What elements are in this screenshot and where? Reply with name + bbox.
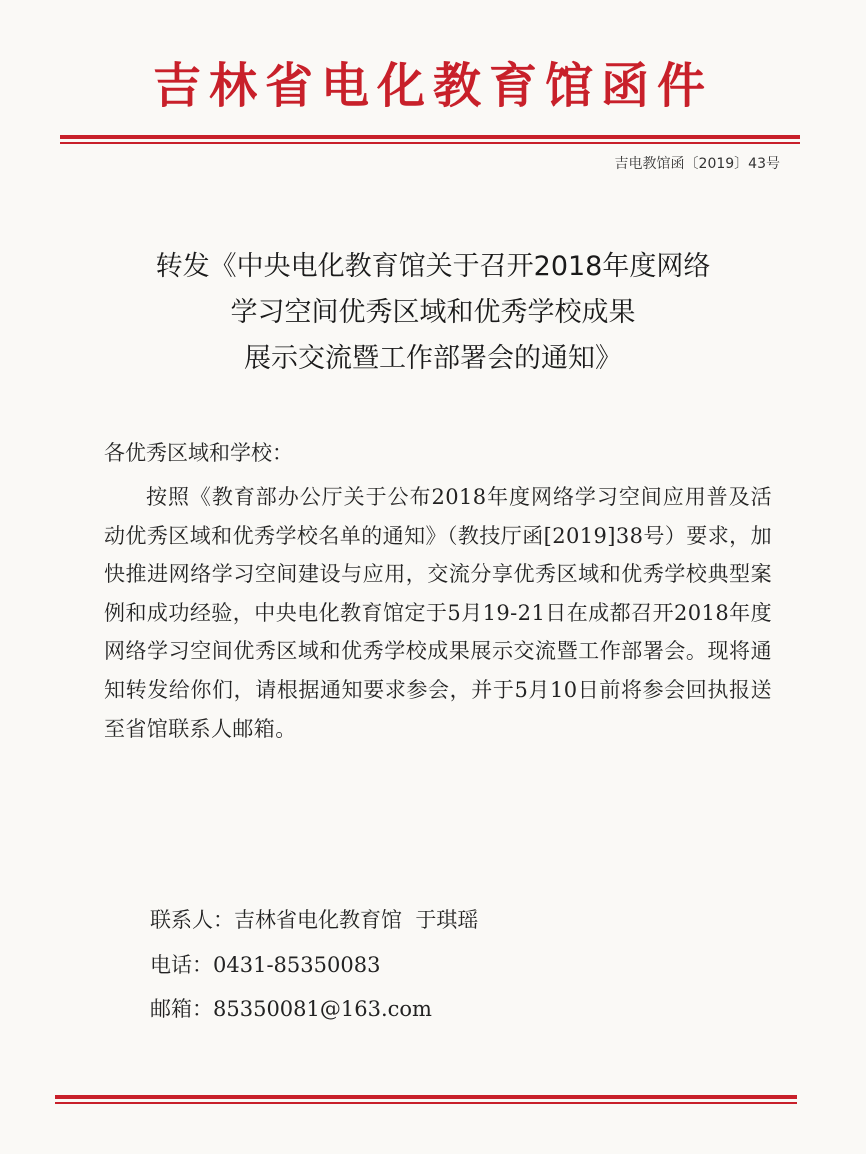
contact-phone-value: 0431-85350083 (213, 953, 381, 977)
notice-title-line-2: 学习空间优秀区域和优秀学校成果 (230, 297, 636, 328)
document-number: 吉电教馆函〔2019〕43号 (614, 156, 780, 172)
salutation: 各优秀区域和学校： (104, 441, 293, 465)
letterhead-rule-thick (60, 135, 800, 139)
contact-email-label: 邮箱： (150, 997, 213, 1021)
letterhead-title: 吉林省电化教育馆函件 (152, 58, 713, 114)
contact-person-label: 联系人： (150, 908, 234, 932)
contact-email-line (150, 994, 432, 1024)
contact-phone-label: 电话： (150, 953, 213, 977)
notice-title-line-1: 转发《中央电化教育馆关于召开2018年度网络 (155, 251, 711, 282)
footer-rule-thin (55, 1102, 797, 1104)
contact-email-value: 85350081@163.com (213, 997, 432, 1021)
contact-person-value: 吉林省电化教育馆 于琪瑶 (234, 908, 479, 932)
letterhead-rule-thin (60, 142, 800, 144)
body-paragraph: 按照《教育部办公厅关于公布2018年度网络学习空间应用普及活动优秀区域和优秀学校名单的通知》（教技厅函[2019]38号）要求，加快推进网络学习空间建设与应用，交流分享优秀区域和优秀学校典型案例和成功经验，中央电化教育馆定于5月19-21日在成都召开2018年度网络学习空间优秀区域和优秀学校成果展示交流暨工作部署会。现将通知转发给你们，请根据通知要求参会，并于5月10日前将参会回执报送至省馆联系人邮箱。 (104, 485, 772, 741)
footer-rule-thick (55, 1095, 797, 1099)
notice-title (60, 244, 806, 382)
notice-title-line-3: 展示交流暨工作部署会的通知》 (244, 343, 622, 374)
contact-person-line (150, 905, 478, 935)
contact-phone-line (150, 950, 380, 980)
